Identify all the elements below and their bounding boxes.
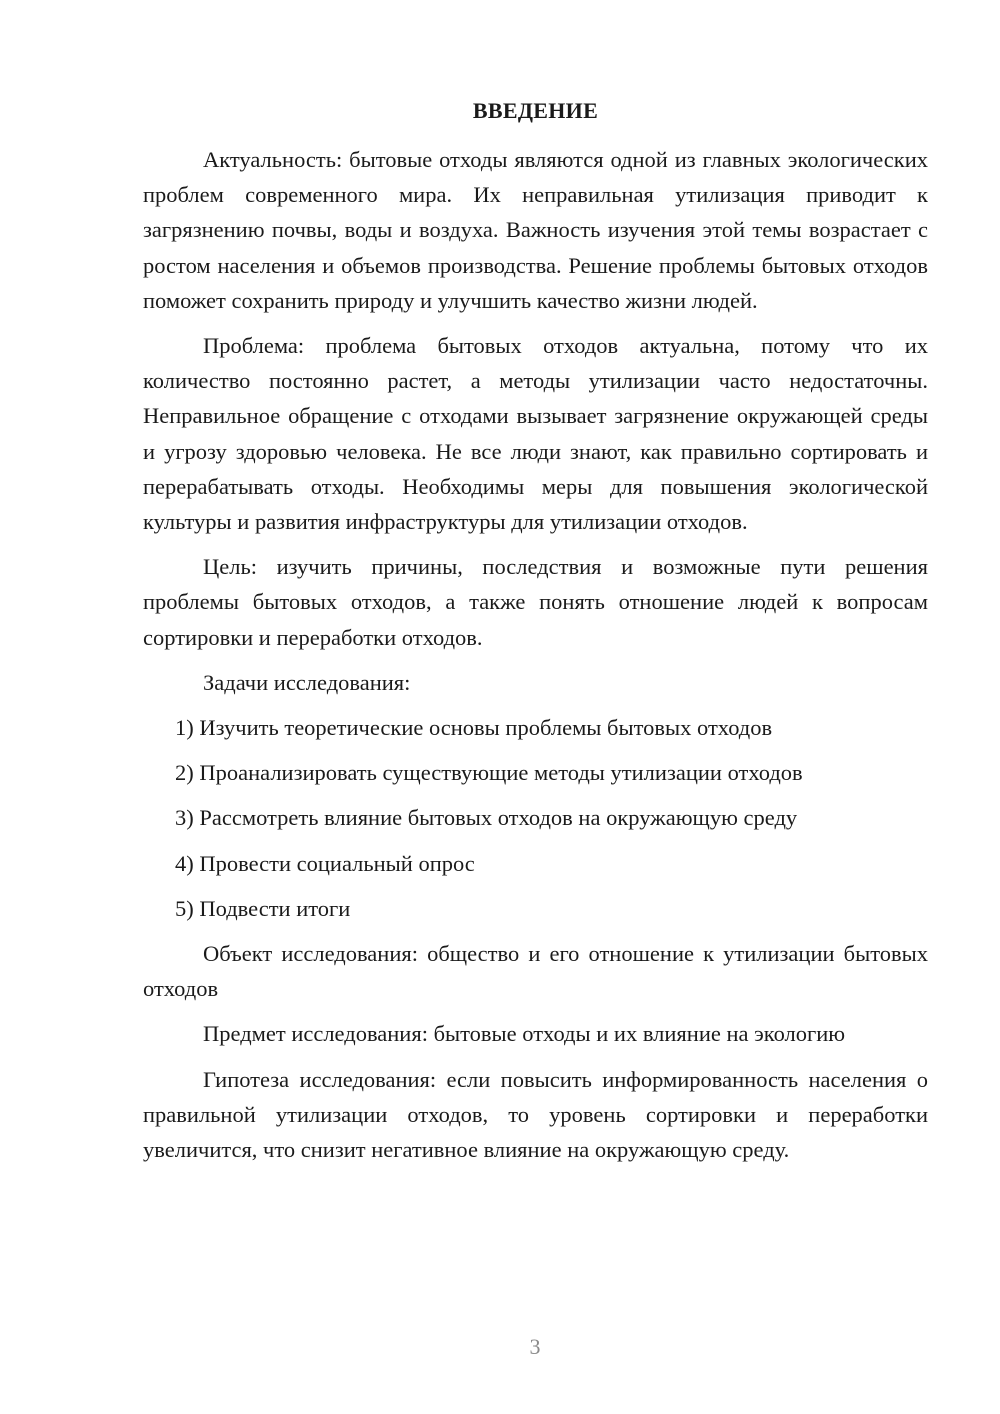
- list-item: 5) Подвести итоги: [175, 895, 351, 921]
- relevance-paragraph: Актуальность: бытовые отходы являются одной из главных экологических проблем современного мира. Их неправильная утилизация приводит к загрязнению почвы, воды и воздуха. Важность изучения этой темы возрастает с ростом населения и объемов производства. Решение проблемы бытовых отходов поможет сохранить природу и улучшить качество жизни людей.: [143, 147, 928, 313]
- goal-paragraph: Цель: изучить причины, последствия и возможные пути решения проблемы бытовых отходов, а также понять отношение людей к вопросам сортировки и переработки отходов.: [143, 554, 928, 650]
- tasks-list: [143, 710, 928, 926]
- subject-paragraph: Предмет исследования: бытовые отходы и их влияние на экологию: [203, 1021, 846, 1047]
- hypothesis-paragraph: Гипотеза исследования: если повысить информированность населения о правильной утилизации отходов, то уровень сортировки и переработки увеличится, что снизит негативное влияние на окружающую среду.: [143, 1066, 928, 1163]
- tasks-heading: Задачи исследования:: [203, 669, 411, 695]
- list-item: 1) Изучить теоретические основы проблемы бытовых отходов: [175, 715, 773, 741]
- list-item: 3) Рассмотреть влияние бытовых отходов на окружающую среду: [175, 805, 798, 831]
- page-title: ВВЕДЕНИЕ: [472, 98, 599, 123]
- document-body: [143, 142, 928, 1177]
- page-number: 3: [529, 1334, 541, 1359]
- list-item: 2) Проанализировать существующие методы утилизации отходов: [175, 760, 803, 786]
- object-paragraph: Объект исследования: общество и его отношение к утилизации бытовых отходов: [143, 941, 928, 1002]
- problem-paragraph: Проблема: проблема бытовых отходов актуальна, потому что их количество постоянно растет, а методы утилизации часто недостаточны. Неправильное обращение с отходами вызывает загрязнение окружающей среды и угрозу здоровью человека. Не все люди знают, как правильно сортировать и перерабатывать отходы. Необходимы меры для повышения экологической культуры и развития инфраструктуры для утилизации отходов.: [143, 333, 928, 535]
- list-item: 4) Провести социальный опрос: [175, 850, 475, 876]
